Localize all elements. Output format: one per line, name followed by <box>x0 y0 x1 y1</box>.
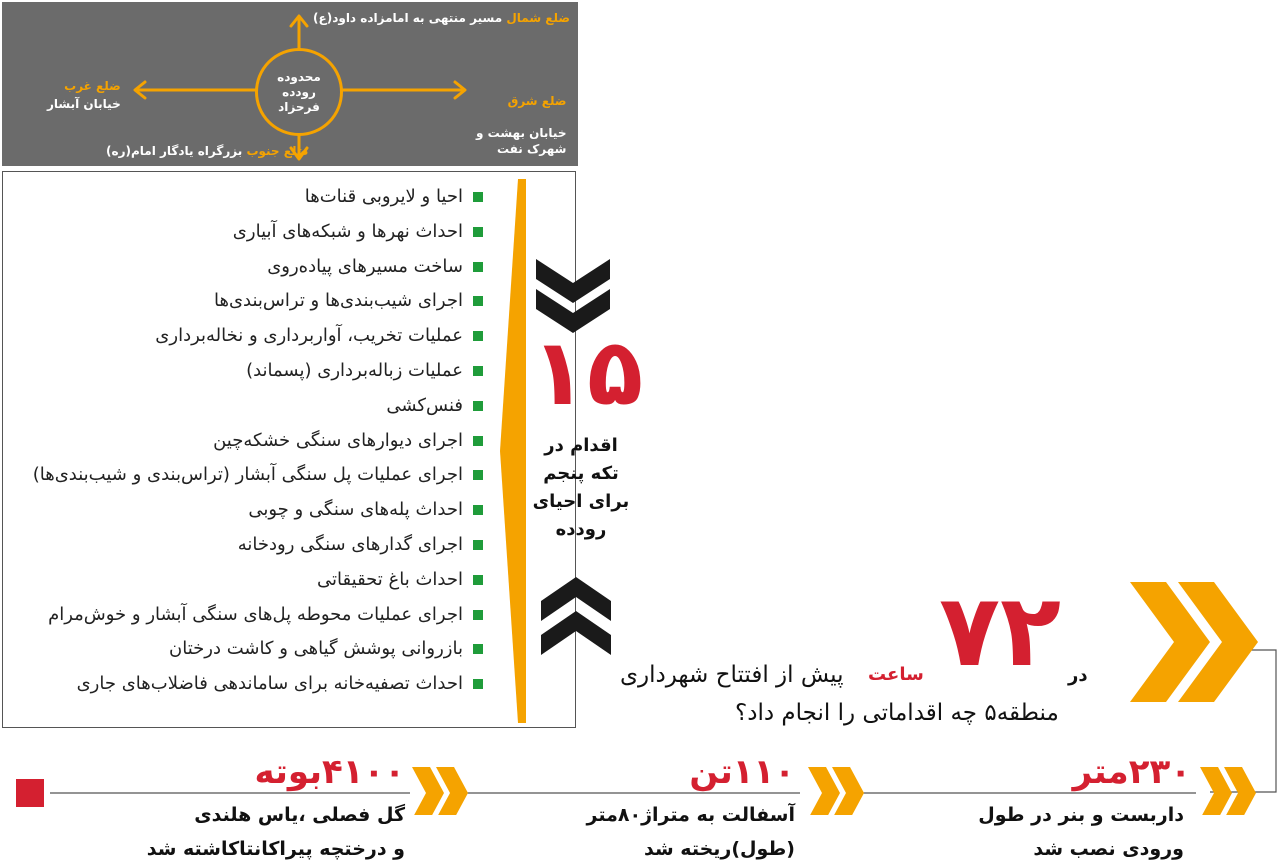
list-item <box>13 319 483 354</box>
list-item <box>13 180 483 215</box>
west-label: ضلع غرب <box>64 79 121 93</box>
list-item-text: احیا و لایروبی قنات‌ها <box>304 186 463 207</box>
list-item <box>13 215 483 250</box>
list-item <box>13 424 483 459</box>
list-item <box>13 667 483 702</box>
list-item-text: اجرای گدارهای سنگی رودخانه <box>237 533 463 555</box>
stat-desc-3: گل فصلی ،یاس هلندی و درختچه پیراکانتاکاشته شد <box>146 804 405 860</box>
stat-desc-2: آسفالت به متراژ۸۰متر (طول)ریخته شد <box>586 804 795 860</box>
west-text: خیابان آبشار <box>47 97 121 111</box>
north-label: ضلع شمال <box>506 11 570 25</box>
east-label: ضلع شرق <box>507 94 567 108</box>
list-item-text: احداث نهرها و شبکه‌های آبیاری <box>232 220 463 242</box>
list-item-text: بازروانی پوشش گیاهی و کاشت درختان <box>169 638 463 660</box>
list-item-text: اجرای دیوارهای سنگی خشکه‌چین <box>213 429 463 451</box>
list-item <box>13 250 483 285</box>
list-item-text: عملیات زباله‌برداری (پسماند) <box>246 359 463 381</box>
list-item-text: احداث تصفیه‌خانه برای ساماندهی فاضلاب‌های جاری <box>76 673 463 695</box>
list-item-text: ساخت مسیرهای پیاده‌روی <box>267 255 463 277</box>
stat-value-3: ۴۱۰۰بوته <box>254 752 405 792</box>
north-side-label <box>313 11 570 25</box>
list-item <box>13 389 483 424</box>
actions-list <box>13 180 483 702</box>
list-item <box>13 563 483 598</box>
hours-number: ۷۲ <box>938 572 1062 689</box>
stat-desc-1: داربست و بنر در طول ورودی نصب شد <box>978 804 1184 860</box>
north-text: مسیر منتهی به امامزاده داود(ع) <box>313 11 503 25</box>
red-square-icon <box>16 779 44 807</box>
headline-line2: منطقه۵ چه اقداماتی را انجام داد؟ <box>735 700 1059 726</box>
list-item-text: فنس‌کشی <box>386 394 463 416</box>
headline-unit: ساعت <box>868 664 924 685</box>
list-item <box>13 493 483 528</box>
count-number: ۱۵ <box>530 319 644 426</box>
list-item <box>13 458 483 493</box>
list-item-text: احداث باغ تحقیقاتی <box>317 568 463 590</box>
list-item-text: عملیات تخریب، آواربرداری و نخاله‌برداری <box>155 325 463 347</box>
list-item-text: اجرای عملیات پل سنگی آبشار (تراس‌بندی و شیب‌بندی‌ها) <box>32 464 463 486</box>
south-label: ضلع جنوب <box>246 144 309 158</box>
list-item <box>13 632 483 667</box>
list-item-text: اجرای شیب‌بندی‌ها و تراس‌بندی‌ها <box>213 290 463 312</box>
south-text: بزرگراه یادگار امام(ره) <box>106 144 243 158</box>
east-text: خیابان بهشت و شهرک نفت <box>476 126 567 156</box>
headline-prefix: در <box>1068 665 1088 686</box>
south-side-label <box>106 144 308 158</box>
list-item <box>13 598 483 633</box>
stat-value-2: ۱۱۰تن <box>689 752 795 792</box>
list-item <box>13 528 483 563</box>
list-item-text: احداث پله‌های سنگی و چوبی <box>248 499 463 521</box>
headline-line1: پیش از افتتاح شهرداری <box>620 662 844 688</box>
count-caption: اقدام در تکه پنجم برای احیای رودده <box>532 435 630 540</box>
center-circle: محدوده رودده فرحزاد <box>255 48 343 136</box>
stat-value-1: ۲۳۰متر <box>1072 752 1191 792</box>
east-side-label <box>476 77 566 173</box>
list-item <box>13 354 483 389</box>
list-item <box>13 284 483 319</box>
area-map <box>2 2 578 166</box>
west-side-label <box>47 77 121 113</box>
list-item-text: اجرای عملیات محوطه پل‌های سنگی آبشار و خوش‌مرام <box>48 603 463 625</box>
